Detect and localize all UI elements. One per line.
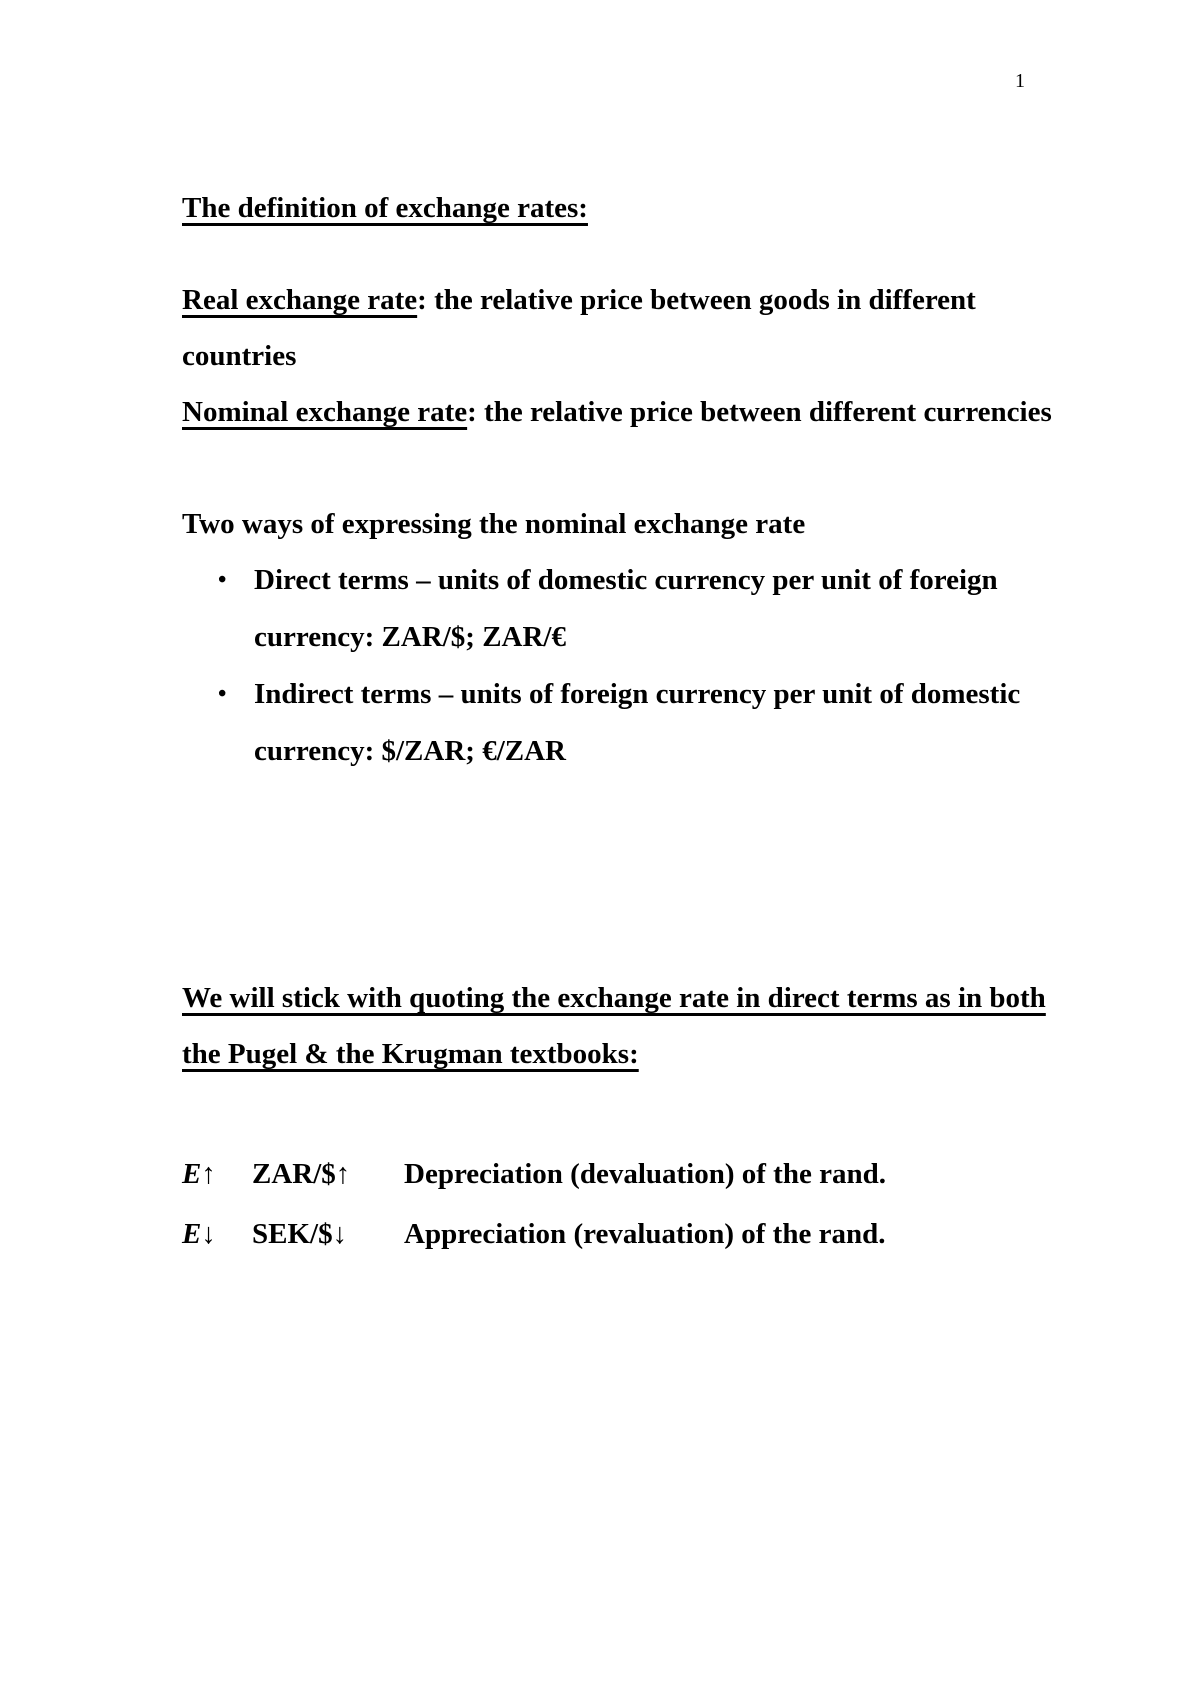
list-item-text: Direct terms – units of domestic currency per unit of foreign currency: ZAR/$; ZAR/€ xyxy=(254,564,998,653)
section-heading-direct-terms: We will stick with quoting the exchange rate in direct terms as in both the Pugel & the Krugman textbooks: xyxy=(182,982,1046,1070)
real-exchange-rate-definition xyxy=(182,272,1062,384)
rate-symbol xyxy=(182,1206,252,1262)
rate-row-appreciation xyxy=(182,1206,1062,1266)
nominal-exchange-rate-text: : the relative price between different currencies xyxy=(467,396,1052,428)
real-exchange-rate-text: : the relative price between goods in different countries xyxy=(182,284,976,372)
arrow-up-icon: ↑ xyxy=(201,1158,216,1190)
nominal-exchange-rate-term: Nominal exchange rate xyxy=(182,396,468,428)
real-exchange-rate-term: Real exchange rate xyxy=(182,284,418,316)
spacer xyxy=(182,440,1062,496)
rate-symbol-letter: E xyxy=(182,1158,202,1190)
bullet-icon: • xyxy=(218,681,227,707)
spacer xyxy=(182,236,1062,272)
rate-description: Appreciation (revaluation) of the rand. xyxy=(404,1218,886,1250)
rate-description: Depreciation (devaluation) of the rand. xyxy=(404,1158,886,1190)
arrow-down-icon: ↓ xyxy=(201,1218,216,1250)
spacer xyxy=(182,780,1062,970)
list-item-direct-terms xyxy=(182,552,1062,666)
list-item-indirect-terms xyxy=(182,666,1062,780)
list-item-text: Indirect terms – units of foreign currency per unit of domestic currency: $/ZAR; €/ZAR xyxy=(254,678,1021,767)
currency-pair: ZAR/$↑ xyxy=(252,1158,351,1190)
rate-symbol xyxy=(182,1146,252,1202)
rate-row-depreciation xyxy=(182,1146,1062,1206)
section-heading-definition: The definition of exchange rates: xyxy=(182,192,588,224)
expression-list xyxy=(182,552,1062,780)
rate-symbol-letter: E xyxy=(182,1218,202,1250)
document-body xyxy=(182,180,1062,1266)
currency-pair: SEK/$↓ xyxy=(252,1218,348,1250)
nominal-rate-intro: Two ways of expressing the nominal exchange rate xyxy=(182,508,806,540)
nominal-exchange-rate-definition xyxy=(182,384,1062,440)
spacer xyxy=(182,1082,1062,1146)
page-number: 1 xyxy=(1015,70,1025,92)
bullet-icon: • xyxy=(218,567,227,593)
